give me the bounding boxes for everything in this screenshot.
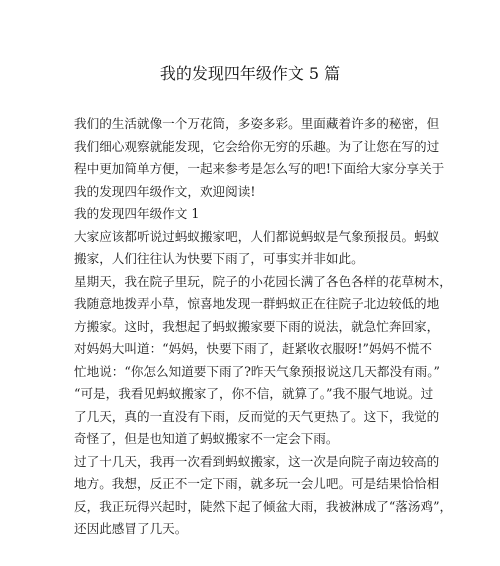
text-line: 了几天，真的一直没有下雨，反而觉的天气更热了。这下，我觉的 <box>74 408 440 424</box>
document-title: 我的发现四年级作文 5 篇 <box>159 64 341 83</box>
document-body <box>74 113 453 541</box>
text-line: 奇怪了，但是也知道了蚂蚁搬家不一定会下雨。 <box>74 431 339 446</box>
text-line: 我的发现四年级作文，欢迎阅读! <box>74 183 256 199</box>
text-line: “可是，我看见蚂蚁搬家了，你不信，就算了。”我不服气地说。过 <box>74 386 434 401</box>
section-heading: 我的发现四年级作文 1 <box>74 206 200 221</box>
text-line: 反，我正玩得兴起时，陡然下起了倾盆大雨，我被淋成了“落汤鸡”， <box>74 498 453 514</box>
text-line: 对妈妈大叫道：“妈妈，快要下雨了，赶紧收衣服呀!”妈妈不慌不 <box>74 341 432 356</box>
text-line: 方搬家。这时，我想起了蚂蚁搬家要下雨的说法，就急忙奔回家， <box>74 318 440 334</box>
text-line: 忙地说：“你怎么知道要下雨了?昨天气象预报说这几天都没有雨。” <box>74 363 440 379</box>
text-line: 过了十几天，我再一次看到蚂蚁搬家，这一次是向院子南边较高的 <box>74 453 440 469</box>
text-line: 程中更加简单方便，一起来参考是怎么写的吧!下面给大家分享关于 <box>74 161 445 176</box>
text-line: 我随意地拨弄小草，惊喜地发现一群蚂蚁正在往院子北边较低的地 <box>74 296 440 311</box>
text-line: 地方。我想，反正不一定下雨，就多玩一会儿吧。可是结果恰恰相 <box>74 476 440 491</box>
text-line: 搬家，人们往往认为快要下雨了，可事实并非如此。 <box>74 251 364 266</box>
text-line: 大家应该都听说过蚂蚁搬家吧，人们都说蚂蚁是气象预报员。蚂蚁 <box>74 228 440 244</box>
text-line: 星期天，我在院子里玩，院子的小花园长满了各色各样的花草树木， <box>74 273 452 289</box>
text-line: 我们的生活就像一个万花筒，多姿多彩。里面藏着许多的秘密，但 <box>74 116 440 131</box>
text-line: 我们细心观察就能发现，它会给你无穷的乐趣。为了让您在写的过 <box>74 138 440 154</box>
text-line: 还因此感冒了几天。 <box>74 521 188 536</box>
